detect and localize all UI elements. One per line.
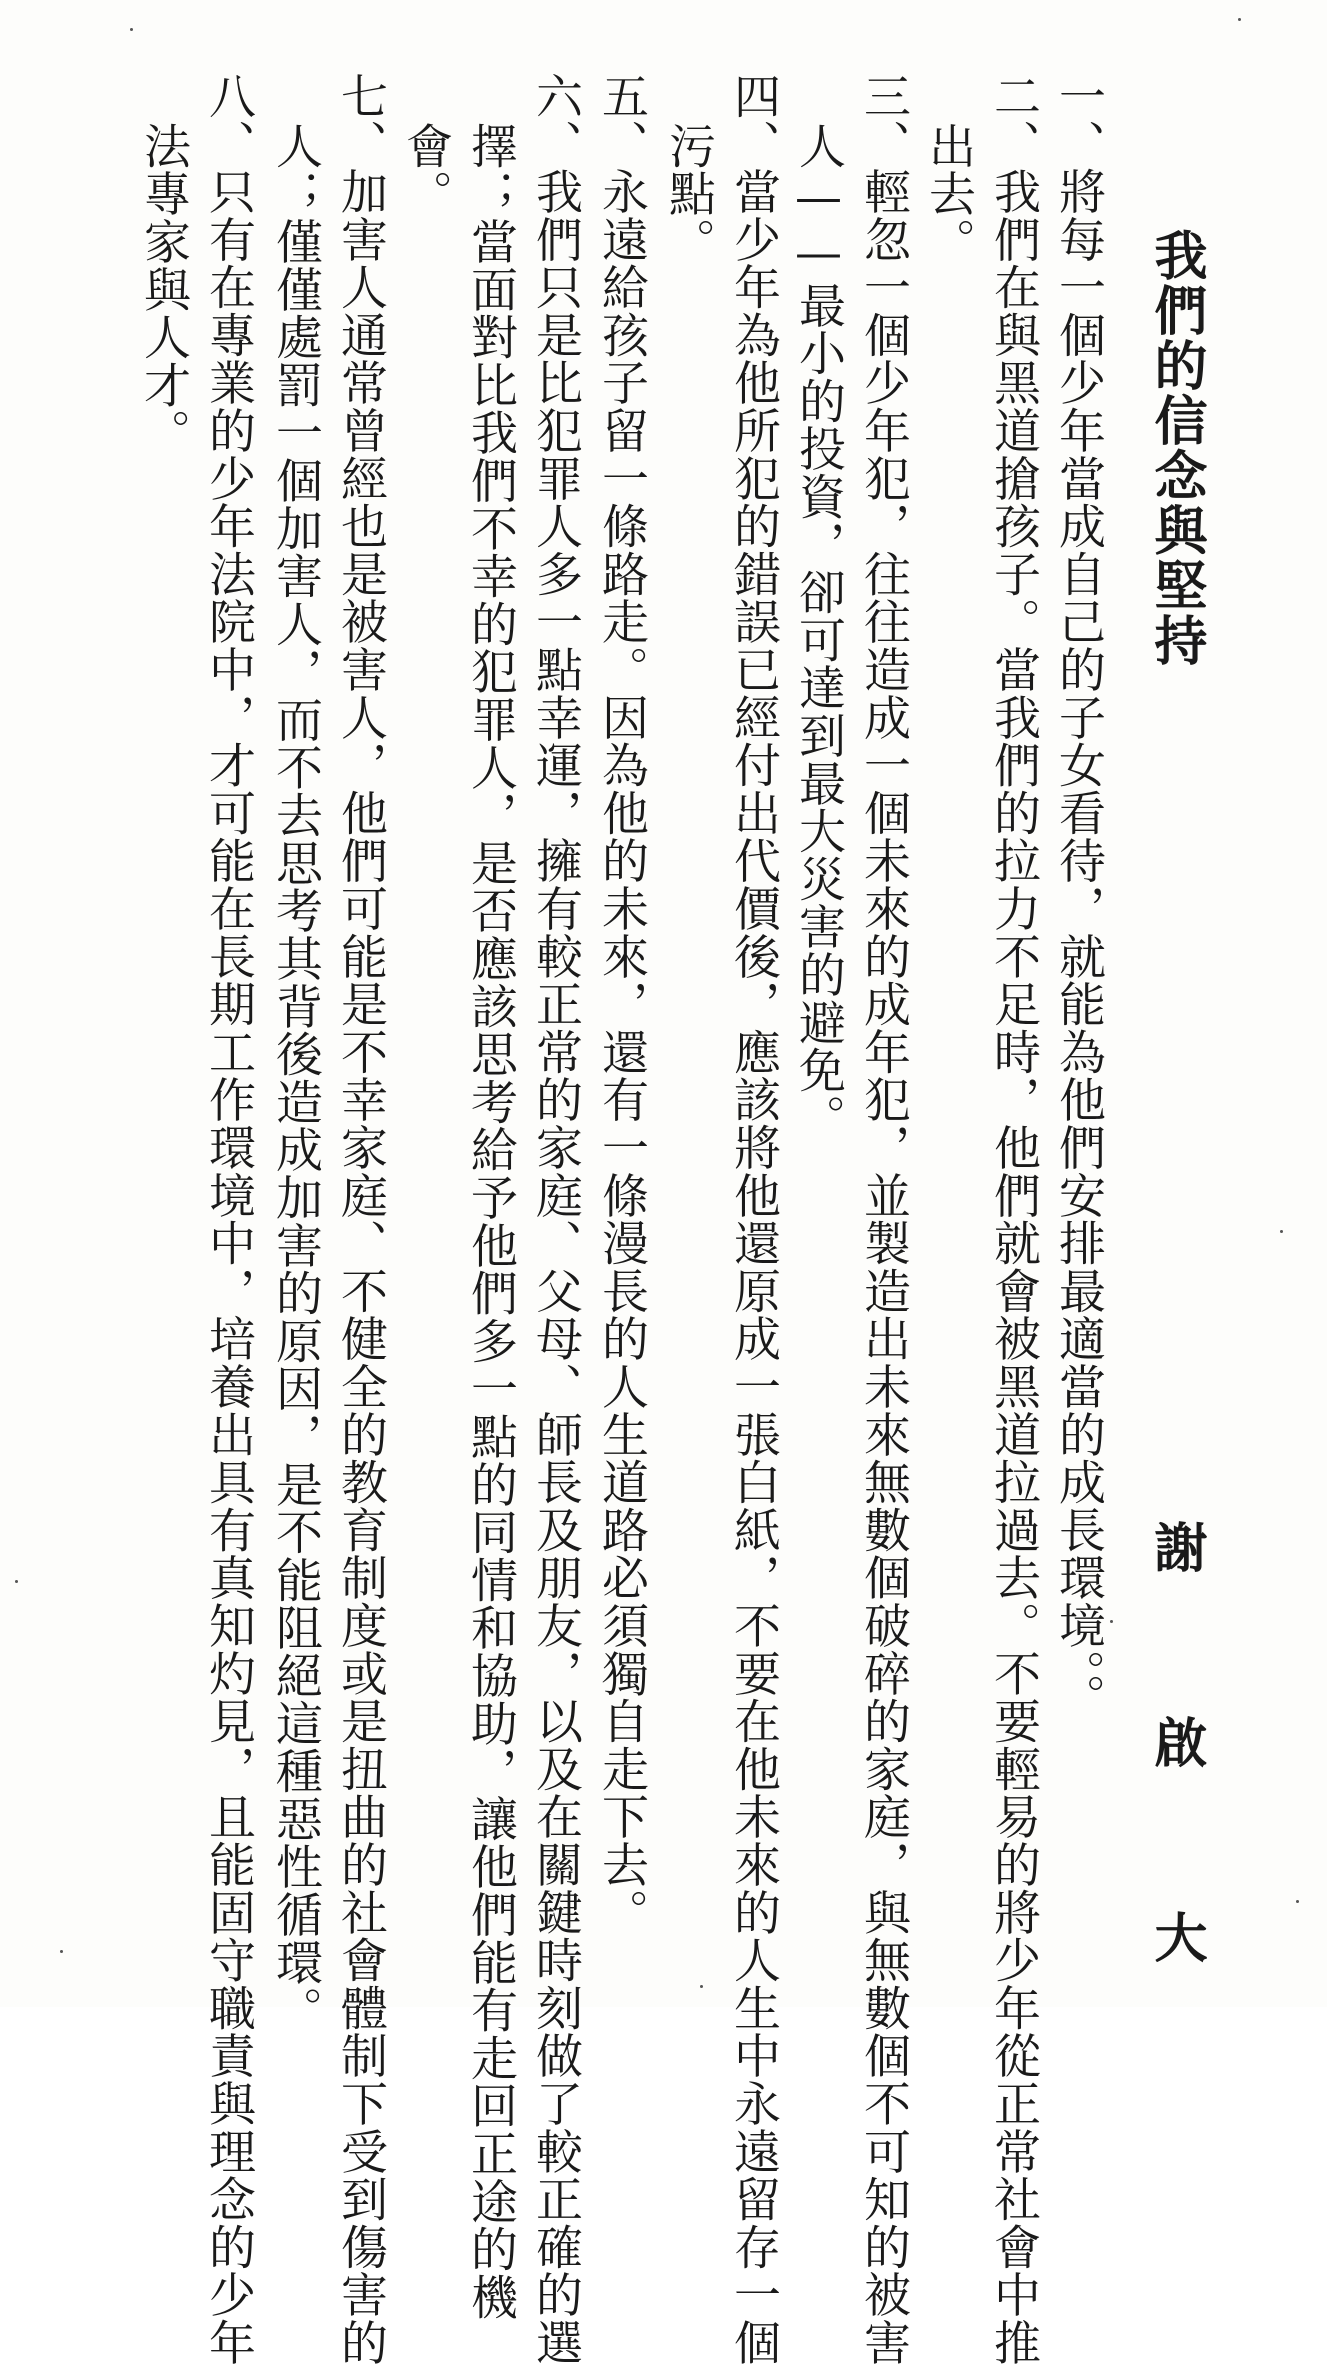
principle-6-line-3: 會。 bbox=[398, 122, 453, 218]
principle-5-line-1: 五、永遠給孩子留一條路走。因為他的未來，還有一條漫長的人生道路必須獨自走下去。 bbox=[594, 72, 649, 1937]
scan-speck bbox=[130, 28, 133, 31]
scan-speck bbox=[15, 1580, 18, 1583]
scan-speck bbox=[1110, 1620, 1113, 1623]
scan-speck bbox=[700, 1985, 703, 1988]
principle-4-line-2: 污點。 bbox=[661, 122, 716, 266]
scan-speck bbox=[1296, 1900, 1299, 1903]
scan-speck bbox=[1238, 18, 1241, 21]
author-name: 謝 啟 大 bbox=[1146, 1520, 1208, 2003]
scan-speck bbox=[1280, 1230, 1283, 1233]
principle-8-line-1: 八、只有在專業的少年法院中，才可能在長期工作環境中，培養出具有真知灼見，且能固守職責與理念的少年 bbox=[201, 72, 256, 2366]
scan-speck bbox=[60, 1950, 63, 1953]
principle-3-line-2: 人——最小的投資，卻可達到最大災害的避免。 bbox=[791, 122, 846, 1142]
document-title: 我們的信念與堅持 bbox=[1146, 228, 1208, 668]
principle-3-line-1: 三、輕忽一個少年犯，往往造成一個未來的成年犯，並製造出未來無數個破碎的家庭，與無數個不可知的被害 bbox=[856, 72, 911, 2366]
principle-7-line-2: 人；僅僅處罰一個加害人，而不去思考其背後造成加害的原因，是不能阻絕這種惡性循環。 bbox=[268, 122, 323, 2034]
principle-1-line-1: 一、將每一個少年當成自己的子女看待，就能為他們安排最適當的成長環境。。 bbox=[1051, 72, 1106, 1722]
principle-7-line-1: 七、加害人通常曾經也是被害人，他們可能是不幸家庭、不健全的教育制度或是扭曲的社會體制下受到傷害的 bbox=[333, 72, 388, 2366]
principle-8-line-2: 法專家與人才。 bbox=[136, 122, 191, 457]
principle-6-line-2: 擇；當面對比我們不幸的犯罪人，是否應該思考給予他們多一點的同情和協助，讓他們能有走回正途的機 bbox=[463, 122, 518, 2321]
principle-2-line-2: 出去。 bbox=[921, 122, 976, 266]
principle-2-line-1: 二、我們在與黑道搶孩子。當我們的拉力不足時，他們就會被黑道拉過去。不要輕易的將少年從正常社會中推 bbox=[986, 72, 1041, 2366]
principle-4-line-1: 四、當少年為他所犯的錯誤已經付出代價後，應該將他還原成一張白紙，不要在他未來的人生中永遠留存一個 bbox=[726, 72, 781, 2366]
principle-6-line-1: 六、我們只是比犯罪人多一點幸運，擁有較正常的家庭、父母、師長及朋友，以及在關鍵時刻做了較正確的選 bbox=[528, 72, 583, 2366]
